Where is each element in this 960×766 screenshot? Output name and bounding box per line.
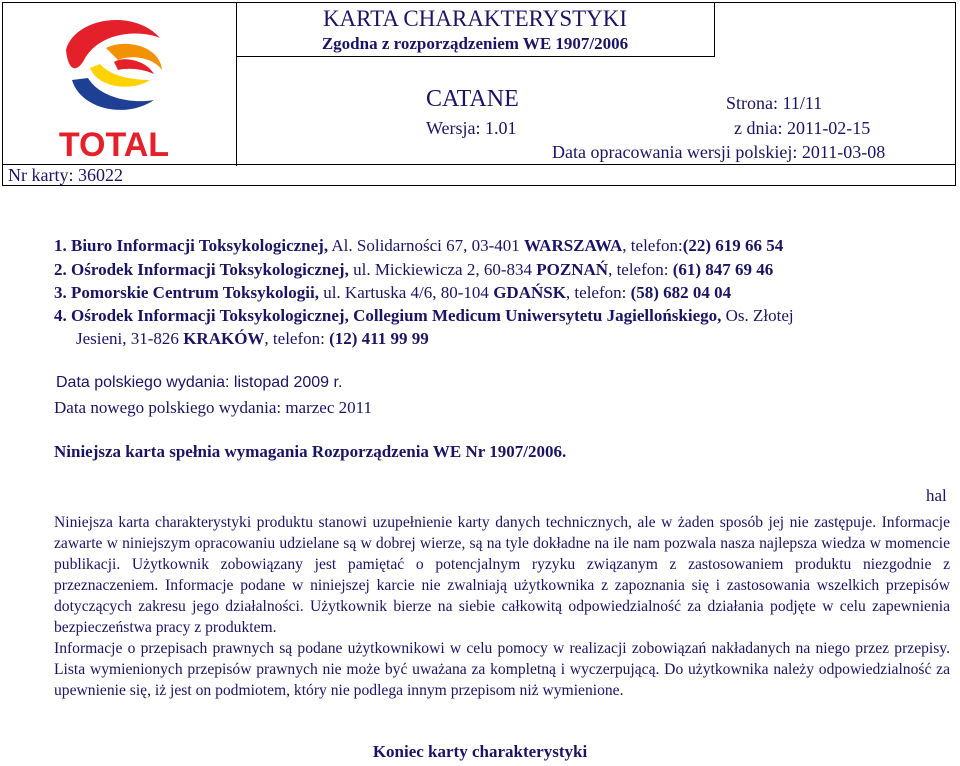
page-number: Strona: 11/11 xyxy=(726,93,823,113)
polish-version-date: Data opracowania wersji polskiej: 2011-03-08 xyxy=(552,142,886,162)
center-2: 2. Ośrodek Informacji Toksykologicznej, ul. Mickiewicza 2, 60-834 POZNAŃ, telefon: (61) 847 69 46 xyxy=(54,260,774,279)
compliance-statement: Niniejsza karta spełnia wymagania Rozporządzenia WE Nr 1907/2006. xyxy=(54,442,567,461)
center-4: 4. Ośrodek Informacji Toksykologicznej, Collegium Medicum Uniwersytetu Jagiellońskiego, Os. Złotej xyxy=(54,306,794,325)
disclaimer-paragraph: Informacje o przepisach prawnych są podane użytkownikowi w celu pomocy w realizacji zobowiązań nakładanych na niego przez przepisy. Lista wymienionych przepisów prawnych nie może być uważana za kompletną i wyczerpującą. Do użytkownika należy odpowiedzialność za upewnienie się, iż jest on podmiotem, który nie podlega innym przepisom niż wymienione. xyxy=(54,640,950,699)
divider xyxy=(714,2,715,57)
hal-label: hal xyxy=(926,486,947,505)
new-polish-edition-date: Data nowego polskiego wydania: marzec 2011 xyxy=(54,398,373,417)
disclaimer xyxy=(54,512,950,701)
total-logo xyxy=(14,8,224,163)
product-name: CATANE xyxy=(426,86,519,112)
version: Wersja: 1.01 xyxy=(426,118,517,138)
card-number: Nr karty: 36022 xyxy=(8,165,123,185)
end-of-document: Koniec karty charakterystyki xyxy=(372,742,588,761)
divider xyxy=(2,164,956,165)
logo-text: TOTAL xyxy=(58,126,170,163)
document-subtitle: Zgodna z rozporządzeniem WE 1907/2006 xyxy=(321,34,629,53)
issue-date: z dnia: 2011-02-15 xyxy=(734,118,871,138)
disclaimer-paragraph: Niniejsza karta charakterystyki produktu stanowi uzupełnienie karty danych technicznych, ale w żaden sposób jej nie zastępuje. Informacje zawarte w niniejszym opracowaniu udzielane są w dobrej wierze, są na tyle dokładne na ile nam pozwala nasza najlepsza wiedza w momencie publikacji. Użytkownik zobowiązany jest pamiętać o potencjalnym ryzyku związanym z zastosowaniem produktu niezgodnie z przeznaczeniem. Informacje podane w niniejszej karcie nie zwalniają użytkownika z zapoznania się i zastosowania wszelkich przepisów dotyczących zakresu jego działalności. Użytkownik bierze na siebie całkowitą odpowiedzialność za działania podjęte w celu zapewnienia bezpieczeństwa pracy z produktem. xyxy=(54,514,950,636)
center-1: 1. Biuro Informacji Toksykologicznej, Al. Solidarności 67, 03-401 WARSZAWA, telefon:(22) 619 66 54 xyxy=(54,236,784,255)
center-3: 3. Pomorskie Centrum Toksykologii, ul. Kartuska 4/6, 80-104 GDAŃSK, telefon: (58) 682 04 04 xyxy=(54,283,732,302)
center-4-line2: Jesieni, 31-826 KRAKÓW, telefon: (12) 411 99 99 xyxy=(76,329,429,348)
polish-edition-date: Data polskiego wydania: listopad 2009 r. xyxy=(56,374,343,391)
document-title: KARTA CHARAKTERYSTYKI xyxy=(322,6,628,31)
divider xyxy=(236,56,714,57)
